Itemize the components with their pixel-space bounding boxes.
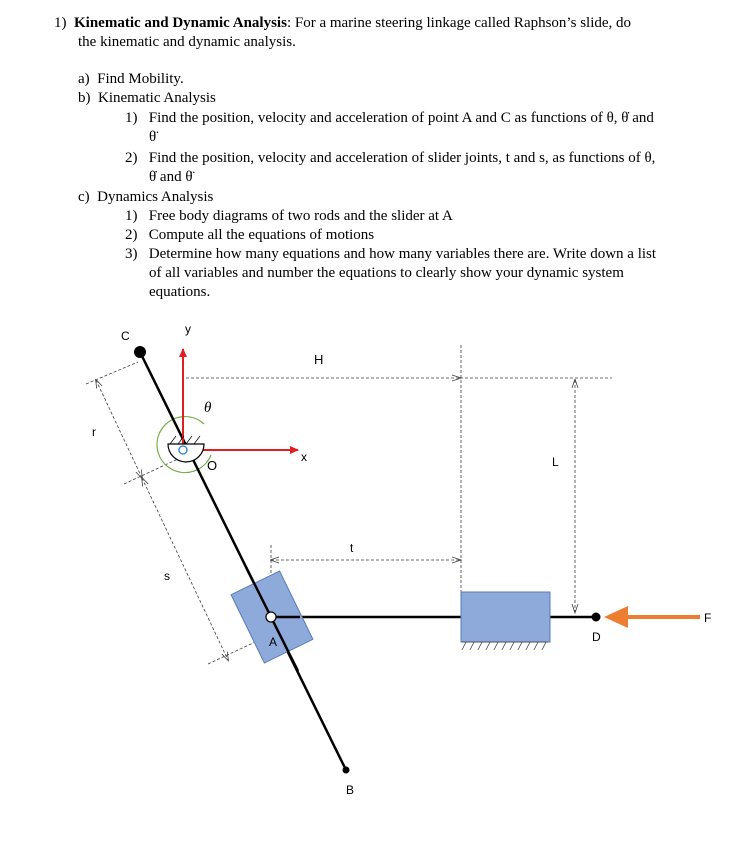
point-b — [343, 767, 350, 774]
pivot-o-joint — [179, 446, 187, 454]
ground-hatch — [462, 642, 548, 650]
r-dimension-line — [96, 380, 142, 478]
item-text: Free body diagrams of two rods and the slider at A — [148, 208, 453, 224]
part-b-marker: b) — [78, 90, 91, 106]
label-h: H — [314, 352, 324, 367]
label-o: O — [207, 458, 218, 473]
item-text: Find the position, velocity and acceleration of slider joints, t and s, as functions of θ, — [148, 150, 656, 166]
label-s: s — [164, 569, 170, 583]
item-marker: 2) — [125, 150, 138, 166]
item-marker: 1) — [125, 110, 138, 126]
problem-title: Kinematic and Dynamic Analysis — [74, 15, 287, 31]
label-a: A — [269, 635, 278, 649]
problem-intro-line2: the kinematic and dynamic analysis. — [78, 34, 296, 50]
label-l: L — [552, 455, 559, 469]
label-f: F — [704, 611, 712, 625]
item-marker: 3) — [125, 246, 138, 262]
part-c-item-3-line2: of all variables and number the equations to clearly show your dynamic system — [149, 265, 624, 281]
label-b: B — [346, 783, 355, 797]
item-marker: 1) — [125, 208, 138, 224]
extension-line-c — [86, 362, 138, 384]
rod-cb — [140, 352, 346, 770]
item-marker: 2) — [125, 227, 138, 243]
part-a-text: Find Mobility. — [97, 71, 184, 87]
label-theta: θ — [204, 400, 212, 416]
item-text: Compute all the equations of motions — [148, 227, 375, 243]
joint-a — [266, 612, 276, 622]
label-d: D — [592, 630, 601, 644]
label-t: t — [350, 541, 354, 555]
extension-line-o — [124, 458, 180, 484]
part-b-item-1-line2: θ̈ — [149, 129, 157, 145]
ground-slider — [461, 592, 550, 642]
point-d — [592, 613, 601, 622]
label-x: x — [301, 450, 307, 464]
label-y: y — [185, 322, 191, 336]
part-a-marker: a) — [78, 71, 90, 87]
force-f-head — [604, 606, 628, 628]
label-r: r — [92, 425, 96, 439]
part-b-text: Kinematic Analysis — [98, 90, 216, 106]
item-text: Find the position, velocity and acceleration of point A and C as functions of θ, θ̇ and — [148, 110, 654, 126]
problem-intro: : For a marine steering linkage called Raphson’s slide, do — [286, 15, 632, 31]
part-c-marker: c) — [78, 189, 90, 205]
part-c-text: Dynamics Analysis — [97, 189, 214, 205]
point-c — [134, 346, 146, 358]
part-b-item-2-line2: θ̇ and θ̈ — [149, 169, 193, 185]
problem-number: 1) — [54, 15, 67, 31]
part-c-item-3-line3: equations. — [149, 284, 211, 300]
item-text: Determine how many equations and how many variables there are. Write down a list — [148, 246, 657, 262]
label-c: C — [121, 329, 130, 343]
